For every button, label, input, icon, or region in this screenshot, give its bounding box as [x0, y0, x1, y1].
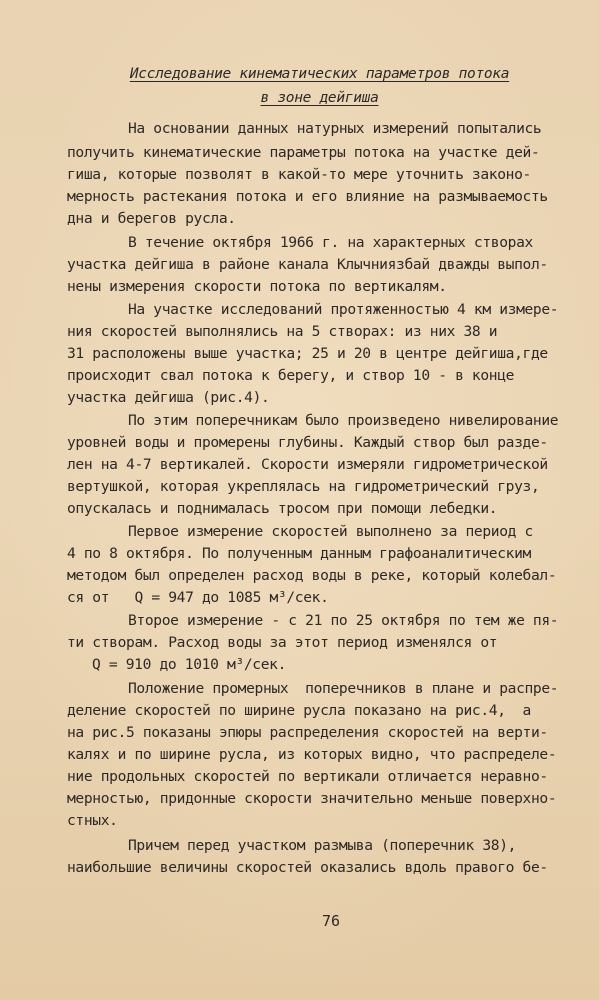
text-line: участка дейгиша в районе канала Клычниязбай дважды выпол-	[67, 256, 548, 273]
text-line: лен на 4-7 вертикалей. Скорости измеряли гидрометрической	[67, 456, 548, 473]
text-line: 31 расположены выше участка; 25 и 20 в центре дейгиша,где	[67, 345, 548, 362]
text-line: опускалась и поднималась тросом при помощи лебедки.	[67, 500, 498, 517]
text-line: получить кинематические параметры потока на участке дей-	[67, 144, 540, 161]
text-line: стных.	[67, 812, 118, 829]
text-line: На основании данных натурных измерений попытались	[128, 120, 542, 137]
page-number: 76	[322, 912, 341, 930]
text-line: на рис.5 показаны эпюры распределения скоростей на верти-	[67, 724, 548, 741]
text-line: ние продольных скоростей по вертикали отличается неравно-	[67, 768, 548, 785]
text-line: вертушкой, которая укреплялась на гидрометрический груз,	[67, 478, 540, 495]
text-line: мерностью, придонные скорости значительно меньше поверхно-	[67, 790, 557, 807]
text-line: гиша, которые позволят в какой-то мере уточнить законо-	[67, 166, 531, 183]
text-line: участка дейгиша (рис.4).	[67, 389, 270, 406]
text-line: Второе измерение - с 21 по 25 октября по тем же пя-	[128, 612, 559, 629]
text-line: Положение промерных поперечников в плане и распре-	[128, 680, 559, 697]
document-title-line-2: в зоне дейгиша	[260, 90, 379, 106]
text-line: происходит свал потока к берегу, и створ 10 - в конце	[67, 367, 515, 384]
text-line: ния скоростей выполнялись на 5 створах: из них 38 и	[67, 323, 498, 340]
text-line: нены измерения скорости потока по вертикалям.	[67, 278, 447, 295]
text-line: мерность растекания потока и его влияние на размываемость	[67, 188, 548, 205]
text-line: Причем перед участком размыва (поперечник 38),	[128, 837, 517, 854]
text-line: В течение октября 1966 г. на характерных створах	[128, 234, 533, 251]
text-line: ся от Q = 947 до 1085 м³/сек.	[67, 589, 329, 606]
text-line: калях и по ширине русла, из которых видно, что распределе-	[67, 746, 557, 763]
document-title-line-1: Исследование кинематических параметров потока	[129, 66, 510, 82]
text-line: уровней воды и промерены глубины. Каждый створ был разде-	[67, 434, 548, 451]
text-line: По этим поперечникам было произведено нивелирование	[128, 412, 559, 429]
text-line: Q = 910 до 1010 м³/сек.	[92, 656, 287, 673]
text-line: На участке исследований протяженностью 4 км измере-	[128, 301, 559, 318]
text-line: ти створам. Расход воды за этот период изменялся от	[67, 634, 498, 651]
text-line: наибольшие величины скоростей оказались вдоль правого бе-	[67, 859, 548, 876]
text-line: 4 по 8 октября. По полученным данным графоаналитическим	[67, 545, 531, 562]
text-line: методом был определен расход воды в реке, который колебал-	[67, 567, 557, 584]
text-line: дна и берегов русла.	[67, 210, 236, 227]
text-line: Первое измерение скоростей выполнено за период с	[128, 523, 533, 540]
text-line: деление скоростей по ширине русла показано на рис.4, а	[67, 702, 531, 719]
